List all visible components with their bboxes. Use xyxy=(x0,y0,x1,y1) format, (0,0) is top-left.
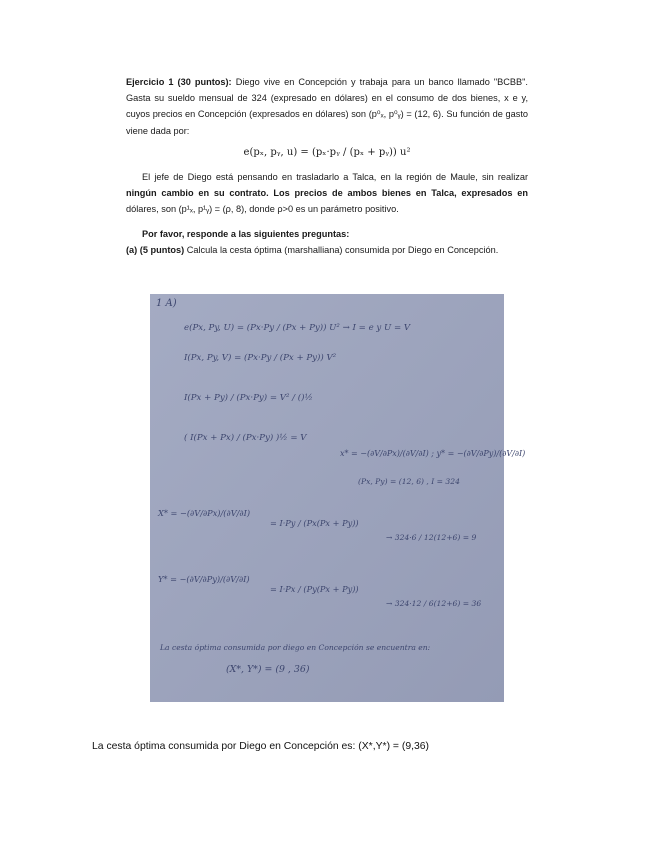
hw-line4: ( I(Px + Px) / (Px·Py) )½ = V xyxy=(184,433,307,443)
hw-line2: I(Px, Py, V) = (Px·Py / (Px + Py)) V² xyxy=(184,353,337,363)
hw-ystar-eval: → 324·12 / 6(12+6) = 36 xyxy=(386,599,482,608)
para2-bold: ningún cambio en su contrato. Los precios de ambos bienes en Talca, expresados en xyxy=(126,188,528,199)
hw-label: 1 A) xyxy=(156,298,177,309)
expenditure-function: e(pₓ, pᵧ, u) = (pₓ·pᵧ / (pₓ + pᵧ)) u² xyxy=(243,146,411,158)
para2-part2: dólares, son (p¹ₓ, p¹ᵧ) = (ρ, 8), donde ρ>0 es un parámetro positivo. xyxy=(126,204,399,215)
handwritten-solution-photo xyxy=(150,294,526,702)
exercise-label: Ejercicio 1 (30 puntos): xyxy=(126,77,232,87)
problem-statement xyxy=(126,74,528,258)
hw-conclusion: La cesta óptima consumida por diego en Concepción se encuentra en: xyxy=(160,643,431,652)
hw-xstar-mid: = I·Py / (Px(Px + Py)) xyxy=(270,518,359,528)
final-answer: La cesta óptima consumida por Diego en Concepción es: (X*,Y*) = (9,36) xyxy=(92,741,430,752)
hw-roy-identity: x* = −(∂V/∂Px)/(∂V/∂I) ; y* = −(∂V/∂Py)/(∂V/∂I) xyxy=(340,449,526,458)
handwritten-solution-svg xyxy=(150,294,526,702)
instruction: Por favor, responde a las siguientes preguntas: xyxy=(142,228,350,239)
hw-result: (X*, Y*) = (9 , 36) xyxy=(226,664,310,675)
hw-values: (Px, Py) = (12, 6) , I = 324 xyxy=(358,477,460,486)
problem-intro: Diego vive en Concepción y trabaja para un banco llamado "BCBB". Gasta su sueldo mensual de 324 (expresado en dólares) en el consumo de dos bienes, x e y, cuyos precios en Concepción (expresados en dólares) son (p⁰ₓ, p⁰ᵧ) = (12, 6). Su función de gasto viene dada por: xyxy=(126,77,528,136)
question-label: (a) (5 puntos) xyxy=(126,244,185,255)
hw-line3: I(Px + Py) / (Px·Py) = V² / ()½ xyxy=(184,393,313,403)
hw-line1: e(Px, Py, U) = (Px·Py / (Px + Py)) U² → I = e y U = V xyxy=(184,323,411,333)
question-text: Calcula la cesta óptima (marshalliana) consumida por Diego en Concepción. xyxy=(186,244,499,255)
para2-part1: El jefe de Diego está pensando en trasladarlo a Talca, en la región de Maule, sin realizar xyxy=(142,172,528,183)
hw-xstar-eval: → 324·6 / 12(12+6) = 9 xyxy=(386,533,477,542)
hw-ystar-mid: = I·Px / (Py(Px + Py)) xyxy=(270,584,359,594)
hw-ystar-lhs: Y* = −(∂V/∂Py)/(∂V/∂I) xyxy=(158,574,250,584)
hw-xstar-lhs: X* = −(∂V/∂Px)/(∂V/∂I) xyxy=(158,508,251,518)
